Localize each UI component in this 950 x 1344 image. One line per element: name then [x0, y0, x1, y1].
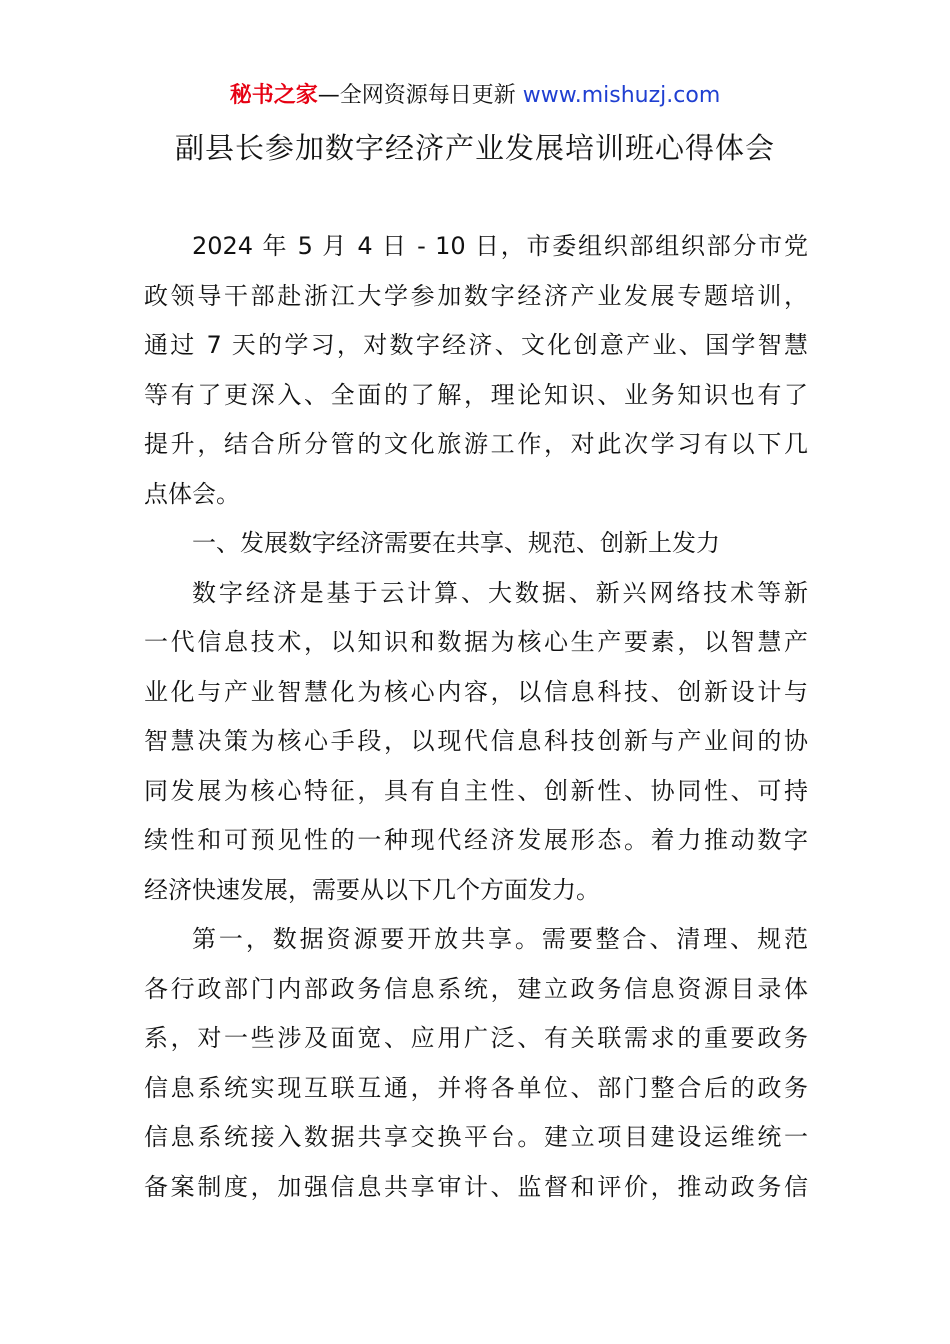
paragraph-line: 通过 7 天的学习，对数字经济、文化创意产业、国学智慧 [144, 331, 808, 359]
document-body [144, 222, 808, 1212]
paragraph-line: 业化与产业智慧化为核心内容，以信息科技、创新设计与 [144, 677, 808, 706]
paragraph-line: 续性和可预见性的一种现代经济发展形态。着力推动数字 [144, 826, 808, 854]
site-header [0, 80, 950, 112]
paragraph-line: 信息系统接入数据共享交换平台。建立项目建设运维统一 [144, 1123, 808, 1151]
paragraph-line: 政领导干部赴浙江大学参加数字经济产业发展专题培训， [144, 281, 808, 310]
paragraph-line: 2024 年 5 月 4 日 - 10 日，市委组织部组织部分市党 [192, 232, 808, 260]
paragraph-line: 经济快速发展，需要从以下几个方面发力。 [144, 875, 600, 904]
paragraph-line: 第一，数据资源要开放共享。需要整合、清理、规范 [192, 925, 808, 953]
paragraph-line: 数字经济是基于云计算、大数据、新兴网络技术等新 [192, 578, 808, 607]
paragraph-line: 备案制度，加强信息共享审计、监督和评价，推动政务信 [144, 1172, 808, 1201]
paragraph-line: 一代信息技术，以知识和数据为核心生产要素，以智慧产 [144, 628, 808, 656]
paragraph-line: 智慧决策为核心手段，以现代信息科技创新与产业间的协 [144, 727, 808, 755]
document-title: 副县长参加数字经济产业发展培训班心得体会 [174, 131, 775, 165]
header-tagline: —全网资源每日更新 [317, 83, 516, 108]
paragraph-line: 提升，结合所分管的文化旅游工作，对此次学习有以下几 [144, 430, 808, 458]
section-heading: 一、发展数字经济需要在共享、规范、创新上发力 [192, 529, 720, 557]
site-url-link[interactable]: www.mishuzj.com [522, 83, 721, 108]
paragraph-line: 各行政部门内部政务信息系统，建立政务信息资源目录体 [144, 974, 808, 1003]
paragraph-line: 系，对一些涉及面宽、应用广泛、有关联需求的重要政务 [144, 1024, 808, 1052]
brand-name: 秘书之家 [229, 83, 318, 108]
paragraph-line: 同发展为核心特征，具有自主性、创新性、协同性、可持 [144, 776, 808, 805]
paragraph-line: 点体会。 [144, 479, 240, 508]
paragraph-line: 信息系统实现互联互通，并将各单位、部门整合后的政务 [144, 1073, 808, 1102]
paragraph-line: 等有了更深入、全面的了解，理论知识、业务知识也有了 [144, 380, 808, 409]
